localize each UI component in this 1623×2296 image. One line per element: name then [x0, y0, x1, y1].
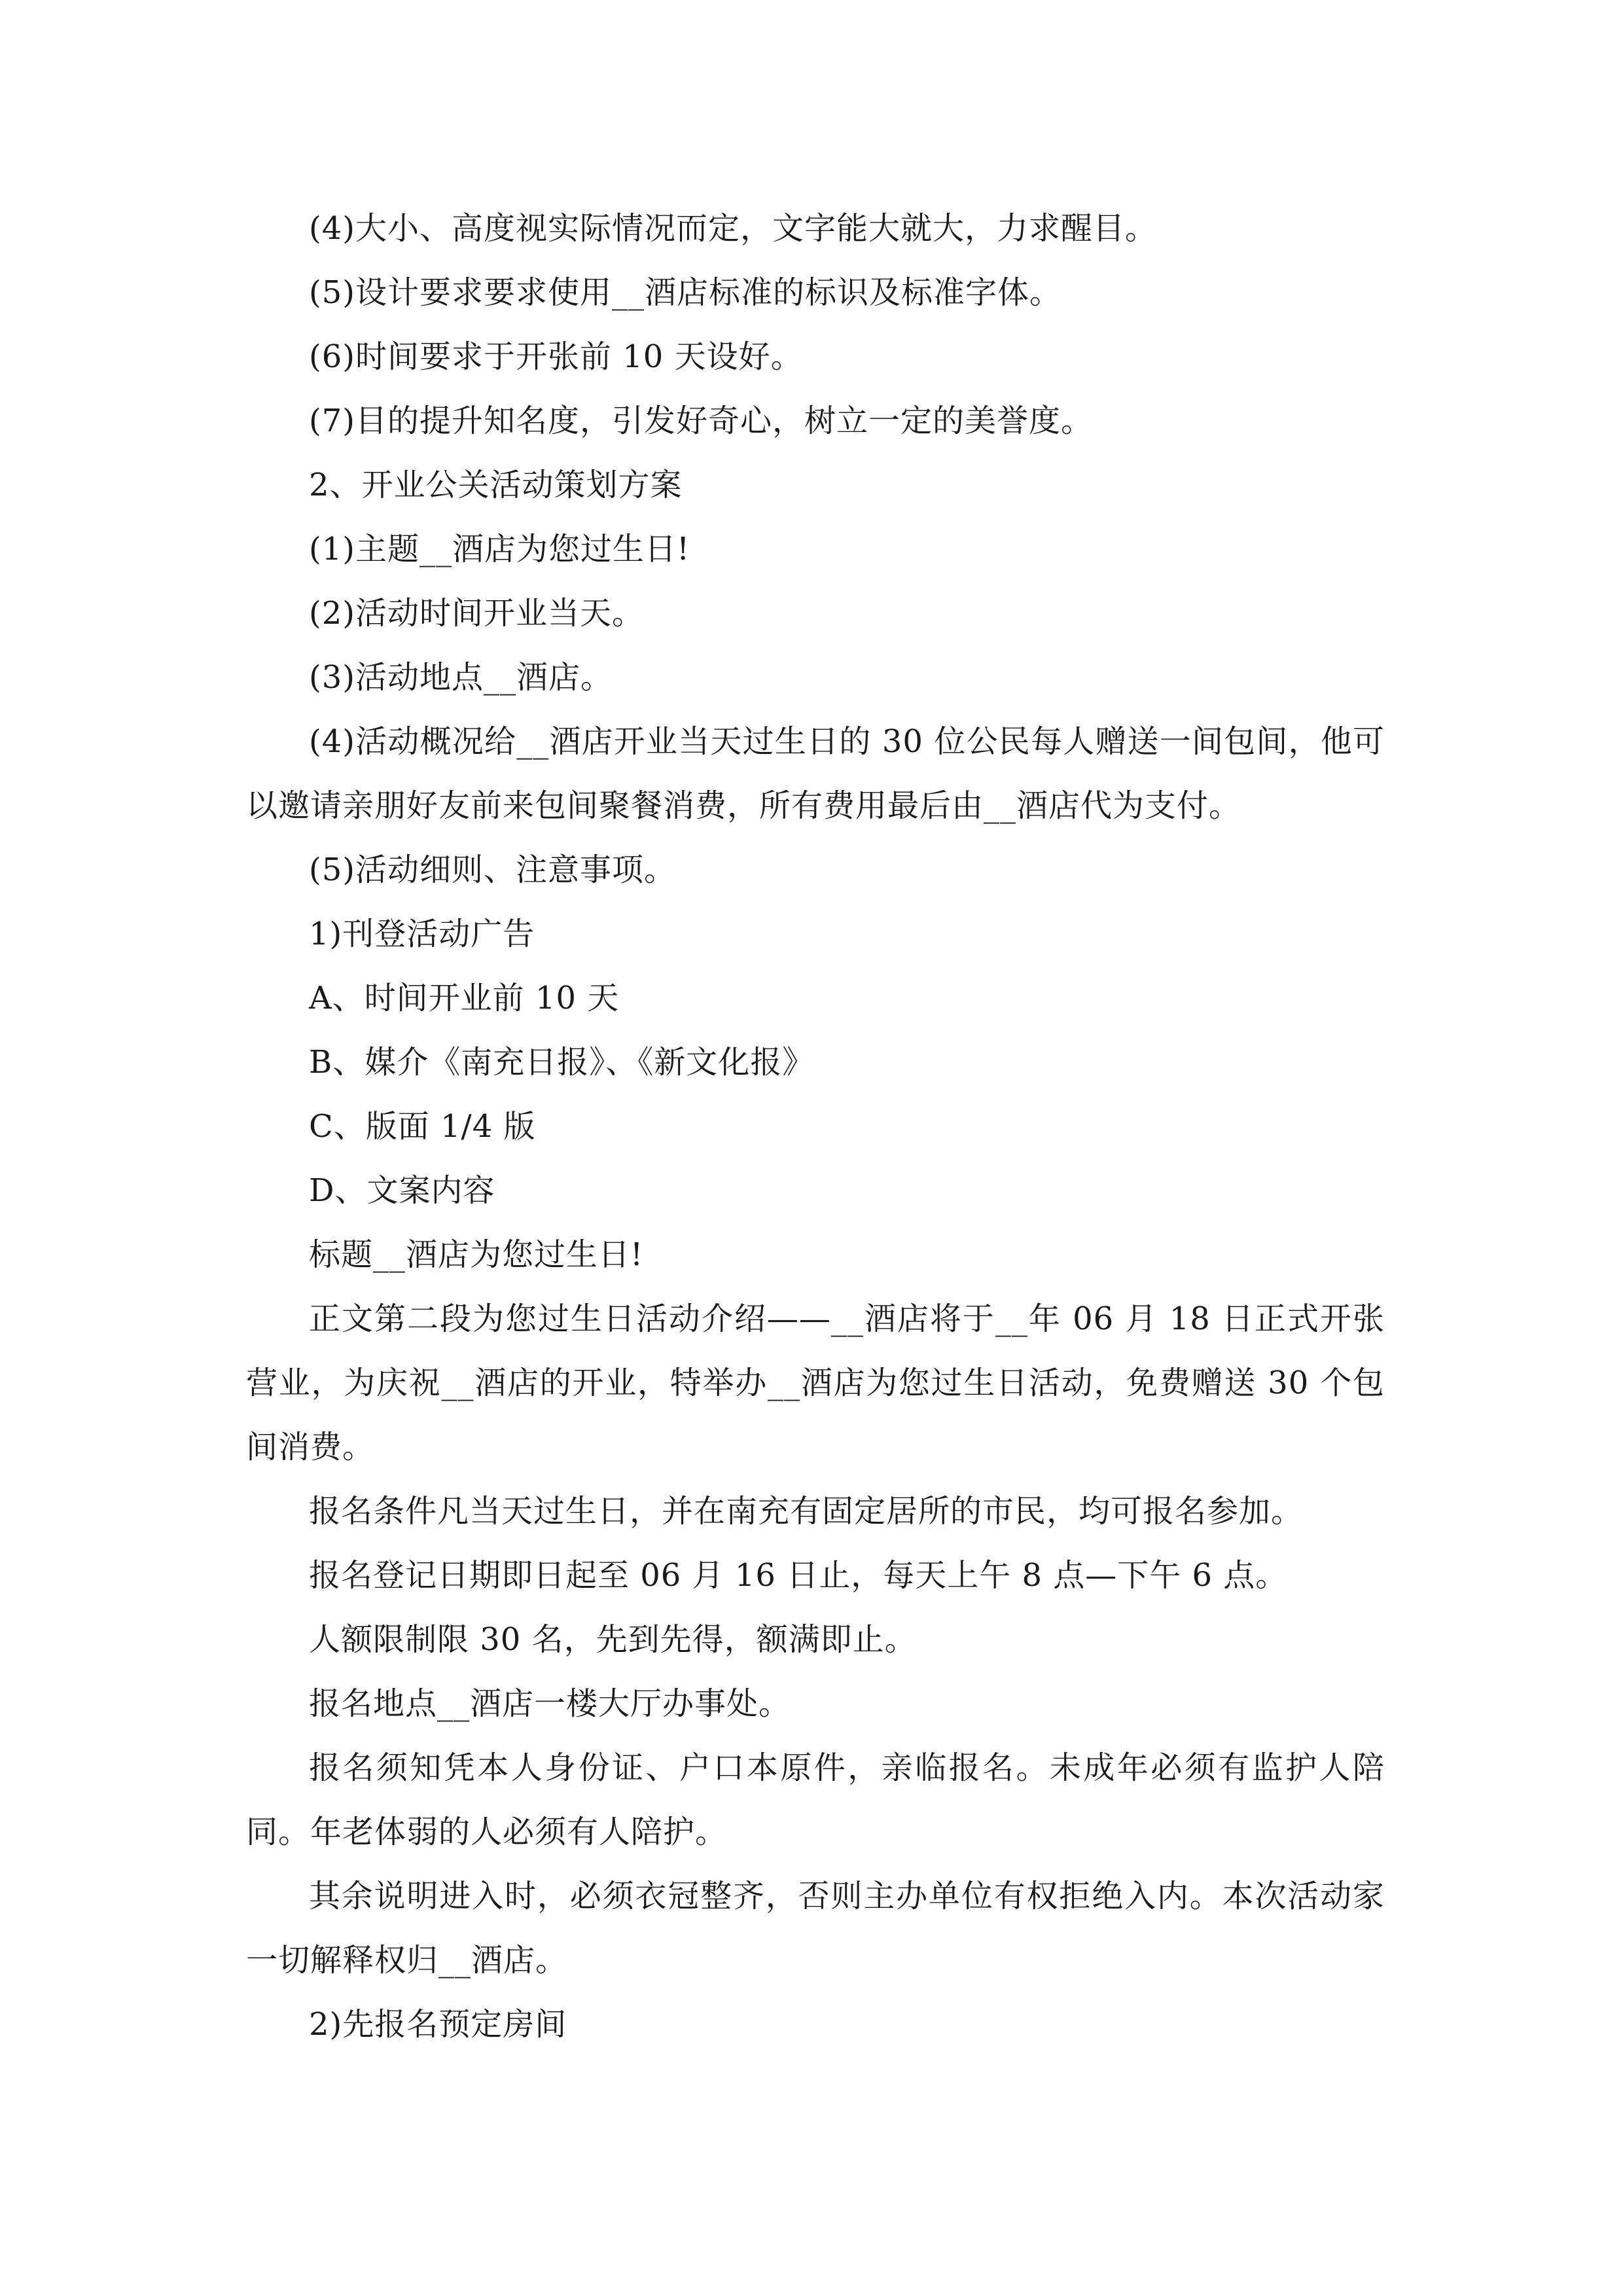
- list-item: C、版面 1/4 版: [309, 1108, 536, 1145]
- list-item: D、文案内容: [309, 1172, 495, 1209]
- document-body: [246, 196, 1385, 2056]
- paragraph: 正文第二段为您过生日活动介绍——__酒店将于__年 06 月 18 日正式开张营业，为庆祝__酒店的开业，特举办__酒店为您过生日活动，免费赠送 30 个包间消费。: [246, 1300, 1385, 1465]
- paragraph: (2)活动时间开业当天。: [309, 595, 644, 632]
- paragraph: (3)活动地点__酒店。: [309, 659, 613, 696]
- paragraph: (4)大小、高度视实际情况而定，文字能大就大，力求醒目。: [309, 210, 1157, 247]
- paragraph: 报名登记日期即日起至 06 月 16 日止，每天上午 8 点—下午 6 点。: [309, 1557, 1288, 1594]
- paragraph: 标题__酒店为您过生日!: [309, 1236, 644, 1273]
- paragraph: (7)目的提升知名度，引发好奇心，树立一定的美誉度。: [309, 403, 1093, 439]
- paragraph: (5)设计要求要求使用__酒店标准的标识及标准字体。: [309, 274, 1061, 311]
- paragraph: (4)活动概况给__酒店开业当天过生日的 30 位公民每人赠送一间包间，他可以邀请亲朋好友前来包间聚餐消费，所有费用最后由__酒店代为支付。: [246, 723, 1385, 824]
- paragraph: 报名须知凭本人身份证、户口本原件，亲临报名。未成年必须有监护人陪同。年老体弱的人必须有人陪护。: [246, 1749, 1385, 1850]
- paragraph: (5)活动细则、注意事项。: [309, 852, 676, 888]
- paragraph: (1)主题__酒店为您过生日!: [309, 531, 690, 567]
- subsection-heading: 1)刊登活动广告: [309, 916, 535, 952]
- paragraph: 其余说明进入时，必须衣冠整齐，否则主办单位有权拒绝入内。本次活动家一切解释权归__酒店。: [246, 1878, 1385, 1979]
- section-heading: 2、开业公关活动策划方案: [309, 467, 683, 503]
- paragraph: 报名条件凡当天过生日，并在南充有固定居所的市民，均可报名参加。: [309, 1493, 1304, 1530]
- list-item: B、媒介《南充日报》、《新文化报》: [309, 1044, 815, 1081]
- list-item: A、时间开业前 10 天: [309, 980, 620, 1016]
- paragraph: 人额限制限 30 名，先到先得，额满即止。: [309, 1621, 917, 1658]
- subsection-heading: 2)先报名预定房间: [309, 2006, 567, 2043]
- paragraph: 报名地点__酒店一楼大厅办事处。: [309, 1685, 791, 1722]
- paragraph: (6)时间要求于开张前 10 天设好。: [309, 338, 803, 375]
